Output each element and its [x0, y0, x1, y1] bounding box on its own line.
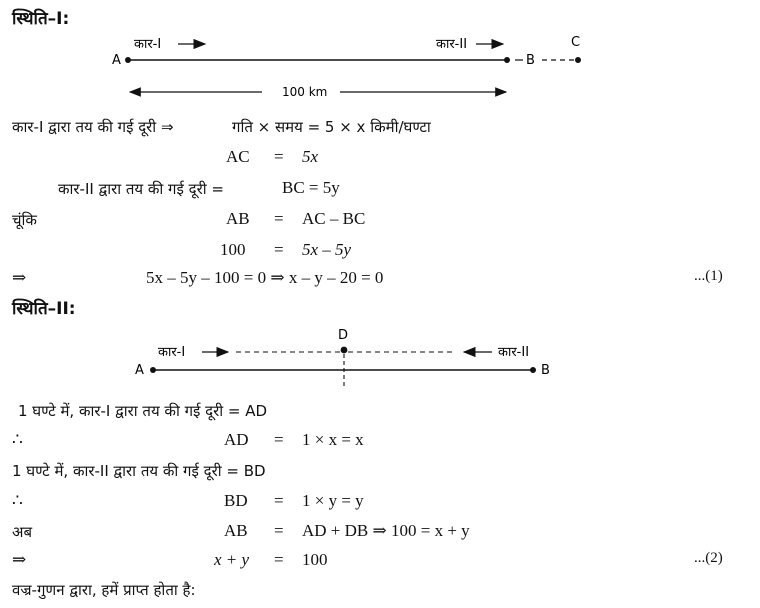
line-11-lhs: AB [224, 521, 248, 540]
line-12-rhs: 100 [302, 550, 328, 569]
line-11-rhs: AD + DB ⇒ 100 = x + y [302, 521, 470, 540]
line-5-eq: = [274, 240, 284, 259]
line-10-eq: = [274, 491, 284, 510]
line-12-lhs: x + y [214, 550, 250, 569]
line-3-left: कार-II द्वारा तय की गई दूरी = [58, 180, 224, 198]
line-8-lhs: AD [224, 430, 249, 449]
equation-1: 5x – 5y – 100 = 0 ⇒ x – y – 20 = 0 [146, 268, 384, 287]
point-b [530, 367, 536, 373]
diagram-1 [0, 28, 760, 108]
line-4-rhs: AC – BC [302, 209, 366, 228]
car-2-label: कार-II [436, 37, 468, 52]
line-5-lhs: 100 [220, 240, 246, 259]
point-d [341, 347, 348, 354]
line-10-rhs: 1 × y = y [302, 491, 364, 510]
line-3-right: BC = 5y [282, 178, 340, 197]
equation-2-number: ...(2) [694, 550, 723, 566]
situation-1-heading: स्थिति–I: [12, 9, 70, 29]
car-1-label: कार-I [134, 37, 162, 52]
line-8-rhs: 1 × x = x [302, 430, 364, 449]
point-c [575, 57, 581, 63]
car-1-label: कार-I [158, 345, 186, 360]
car-2-position [504, 57, 510, 63]
line-4-eq: = [274, 209, 284, 228]
line-4-label: चूंकि [12, 211, 37, 229]
line-10-lhs: BD [224, 491, 248, 510]
distance-label: 100 km [282, 85, 328, 99]
line-11-eq: = [274, 521, 284, 540]
point-a-label: A [112, 53, 121, 68]
line-2-rhs: 5x [302, 147, 319, 166]
line-8-label: ∴ [12, 430, 23, 449]
line-1-left: कार-I द्वारा तय की गई दूरी ⇒ [12, 118, 174, 136]
car-2-label: कार-II [498, 345, 530, 360]
line-7-text: 1 घण्टे में, कार-I द्वारा तय की गई दूरी = AD [18, 402, 268, 420]
point-d-label: D [338, 328, 349, 343]
situation-2-heading: स्थिति–II: [12, 299, 76, 319]
footer-text: वज्र-गुणन द्वारा, हमें प्राप्त होता है: [12, 581, 196, 599]
line-5-rhs: 5x – 5y [302, 240, 352, 259]
line-6-label: ⇒ [12, 268, 27, 287]
line-11-label: अब [12, 523, 33, 541]
point-c-label: C [571, 35, 581, 50]
point-b-label: B [541, 363, 550, 378]
line-4-lhs: AB [226, 209, 250, 228]
point-a-label: A [135, 363, 144, 378]
point-b-label: B [526, 53, 535, 68]
line-9-text: 1 घण्टे में, कार-II द्वारा तय की गई दूरी = BD [12, 462, 266, 480]
line-12-label: ⇒ [12, 550, 27, 569]
line-8-eq: = [274, 430, 284, 449]
line-2-eq: = [274, 147, 284, 166]
diagram-2 [0, 322, 760, 392]
line-1-right: गति × समय = 5 × x किमी/घण्टा [232, 118, 431, 136]
line-12-eq: = [274, 550, 284, 569]
line-10-label: ∴ [12, 491, 23, 510]
equation-1-number: ...(1) [694, 268, 723, 284]
line-2-lhs: AC [226, 147, 250, 166]
